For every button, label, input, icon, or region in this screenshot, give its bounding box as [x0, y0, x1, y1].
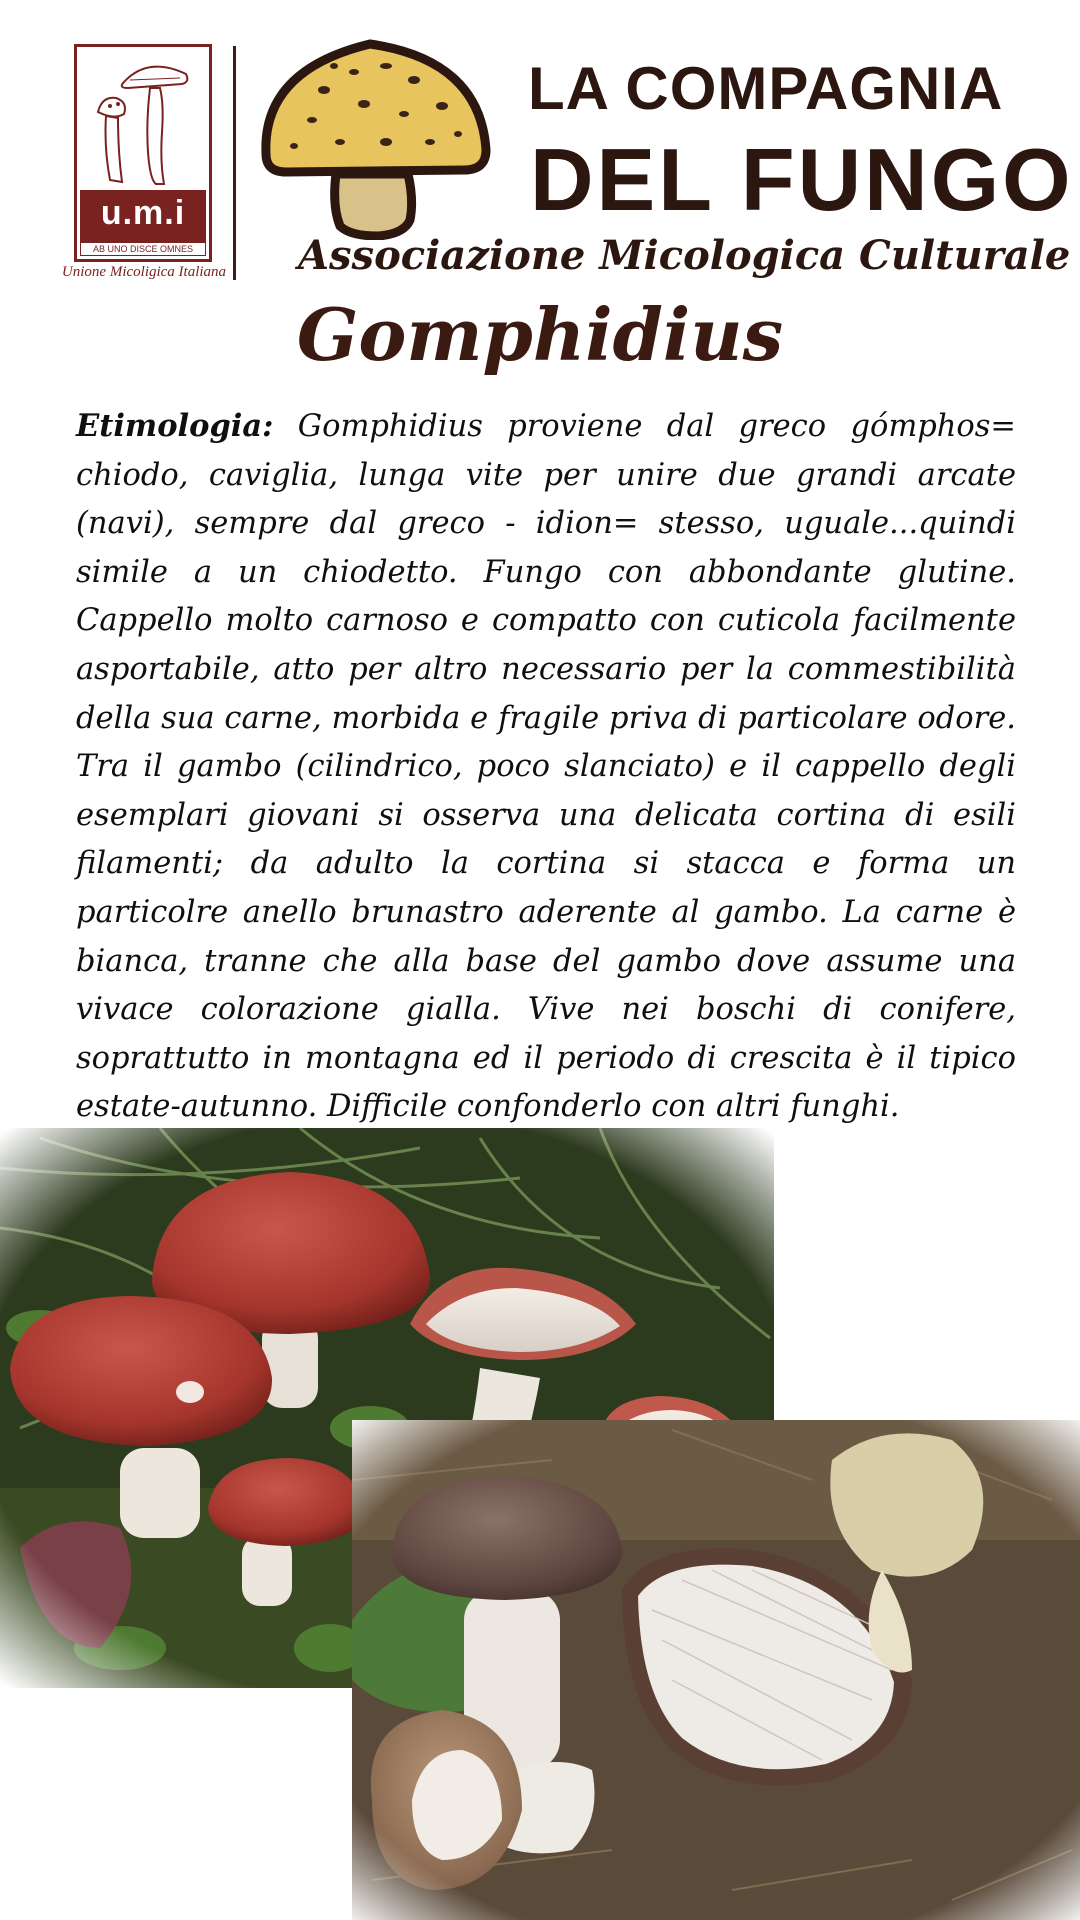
header-divider: [233, 46, 236, 280]
association-title-line1: LA COMPAGNIA: [528, 55, 1004, 122]
umi-logo: [61, 44, 227, 280]
cdf-mushroom-icon: [254, 30, 494, 240]
description-paragraph: [76, 402, 1016, 1132]
brown-gomphidius-photo: [352, 1420, 1080, 1920]
association-subtitle: Associazione Micologica Culturale: [298, 232, 1071, 279]
umi-caption: Unione Micoligica Italiana: [61, 264, 227, 280]
umi-mushroom-icon: [94, 52, 194, 188]
etymology-label: Etimologia:: [76, 408, 274, 444]
association-title-line2: DEL FUNGO: [530, 130, 1074, 229]
genus-title: Gomphidius: [296, 292, 784, 377]
umi-motto: AB UNO DISCE OMNES: [80, 242, 206, 256]
umi-abbrev: u.m.i: [100, 194, 186, 232]
description-text: Gomphidius proviene dal greco gómphos= chiodo, caviglia, lunga vite per unire due grandi arcate (navi), sempre dal greco - idion= stesso, uguale...quindi simile a un chiodetto. Fungo con abbondante glutine. Cappello molto carnoso e compatto con cuticola facilmente asportabile, atto per altro necessario per la commestibilità della sua carne, morbida e fragile priva di particolare odore. Tra il gambo (cilindrico, poco slanciato) e il cappello degli esemplari giovani si osserva una delicata cortina di esili filamenti; da adulto la cortina si stacca e forma un particolre anello brunastro aderente al gambo. La carne è bianca, tranne che alla base del gambo dove assume una vivace colorazione gialla. Vive nei boschi di conifere, soprattutto in montagna ed il periodo di crescita è il tipico estate-autunno. Difficile confonderlo con altri funghi.: [76, 409, 1016, 1125]
